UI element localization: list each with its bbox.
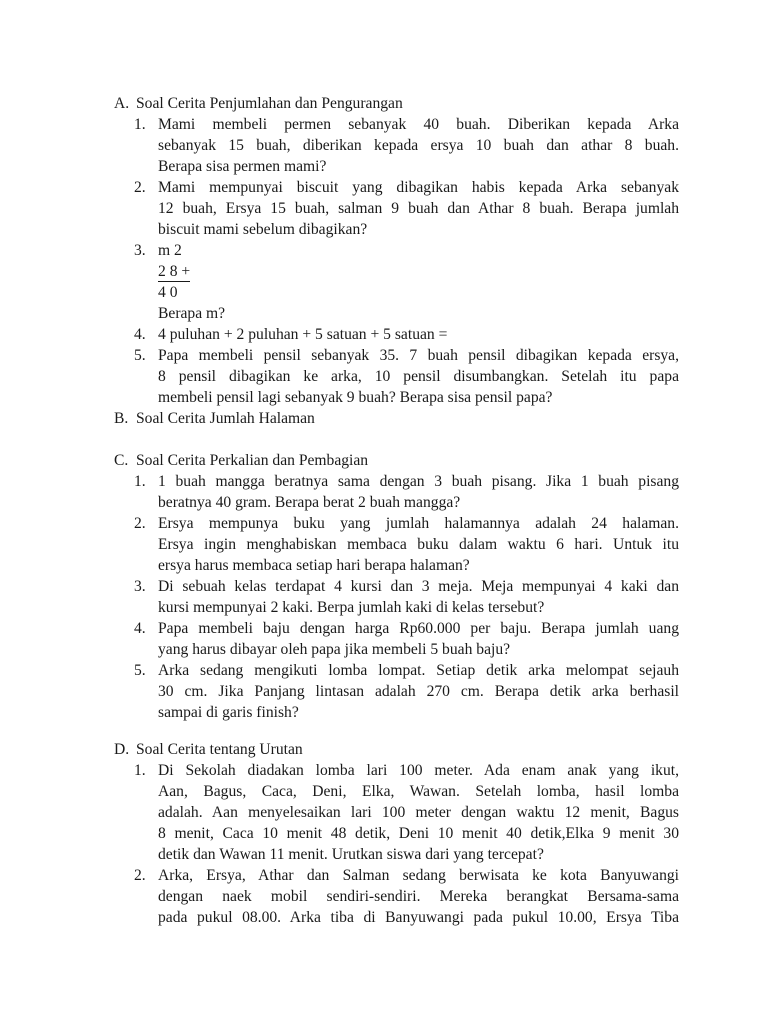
calc-line-addend bbox=[158, 261, 679, 282]
question-text bbox=[158, 865, 679, 928]
question-number: 1. bbox=[134, 116, 146, 133]
question-text bbox=[158, 576, 679, 618]
text-line: 30 cm. Jika Panjang lintasan adalah 270 cm. Berapa detik arka berhasil bbox=[158, 683, 679, 700]
section-letter: D. bbox=[114, 741, 130, 758]
text-line: Mami membeli permen sebanyak 40 buah. Diberikan kepada Arka bbox=[158, 116, 679, 133]
text-line: Di Sekolah diadakan lomba lari 100 meter. Ada enam anak yang ikut, bbox=[158, 762, 679, 779]
section-heading bbox=[114, 739, 303, 760]
question-number: 3. bbox=[134, 578, 146, 595]
text-line: Mami mempunyai biscuit yang dibagikan habis kepada Arka sebanyak bbox=[158, 179, 679, 196]
question-text bbox=[158, 618, 679, 660]
question-number: 2. bbox=[134, 179, 146, 196]
section-letter: A. bbox=[114, 95, 130, 112]
question-text bbox=[158, 760, 679, 865]
text-line: Arka sedang mengikuti lomba lompat. Setiap detik arka melompat sejauh bbox=[158, 662, 679, 679]
text-line: 8 menit, Caca 10 menit 48 detik, Deni 10 menit 40 detik,Elka 9 menit 30 bbox=[158, 825, 679, 842]
text-line: 8 pensil dibagikan ke arka, 10 pensil disumbangkan. Setelah itu papa bbox=[158, 368, 679, 385]
question-number: 5. bbox=[134, 347, 146, 364]
question-text bbox=[158, 471, 679, 513]
question-number: 2. bbox=[134, 867, 146, 884]
text-line: Berapa sisa permen mami? bbox=[158, 158, 327, 175]
calculation-block bbox=[158, 240, 679, 324]
section-letter: B. bbox=[114, 410, 129, 427]
question-number: 1. bbox=[134, 762, 146, 779]
question-text bbox=[158, 324, 679, 345]
text-line: sebanyak 15 buah, diberikan kepada ersya 10 buah dan athar 8 buah. bbox=[158, 137, 679, 154]
text-line: adalah. Aan menyelesaikan lari 100 meter dengan waktu 12 menit, Bagus bbox=[158, 804, 679, 821]
text-line: sampai di garis finish? bbox=[158, 704, 299, 721]
question-number: 2. bbox=[134, 515, 146, 532]
text-line: 1 buah mangga beratnya sama dengan 3 buah pisang. Jika 1 buah pisang bbox=[158, 473, 679, 490]
calc-line-top: m 2 bbox=[158, 242, 182, 259]
question-text bbox=[158, 513, 679, 576]
text-line: Di sebuah kelas terdapat 4 kursi dan 3 meja. Meja mempunyai 4 kaki dan bbox=[158, 578, 679, 595]
question-number: 4. bbox=[134, 326, 146, 343]
text-line: Aan, Bagus, Caca, Deni, Elka, Wawan. Setelah lomba, hasil lomba bbox=[158, 783, 679, 800]
question-number: 1. bbox=[134, 473, 146, 490]
question-text bbox=[158, 345, 679, 408]
question-text bbox=[158, 177, 679, 240]
section-title: Soal Cerita tentang Urutan bbox=[136, 741, 303, 758]
text-line: kursi mempunyai 2 kaki. Berpa jumlah kaki di kelas tersebut? bbox=[158, 599, 545, 616]
section-title: Soal Cerita Jumlah Halaman bbox=[136, 410, 315, 427]
text-line: detik dan Wawan 11 menit. Urutkan siswa dari yang tercepat? bbox=[158, 846, 544, 863]
text-line: dengan naek mobil sendiri-sendiri. Mereka berangkat Bersama-sama bbox=[158, 888, 679, 905]
question-number: 3. bbox=[134, 242, 146, 259]
section-letter: C. bbox=[114, 452, 129, 469]
question-text bbox=[158, 114, 679, 177]
section-heading bbox=[114, 408, 315, 429]
calc-line-result: 4 0 bbox=[158, 284, 178, 301]
text-line: beratnya 40 gram. Berapa berat 2 buah mangga? bbox=[158, 494, 461, 511]
text-line: Papa membeli pensil sebanyak 35. 7 buah pensil dibagikan kepada ersya, bbox=[158, 347, 679, 364]
section-heading bbox=[114, 450, 368, 471]
text-line: Ersya ingin menghabiskan membaca buku dalam waktu 6 hari. Untuk itu bbox=[158, 536, 679, 553]
text-line: Ersya mempunya buku yang jumlah halamannya adalah 24 halaman. bbox=[158, 515, 679, 532]
section-heading bbox=[114, 93, 403, 114]
section-title: Soal Cerita Penjumlahan dan Pengurangan bbox=[136, 95, 403, 112]
question-text bbox=[158, 660, 679, 723]
calc-question: Berapa m? bbox=[158, 305, 226, 322]
text-line: pada pukul 08.00. Arka tiba di Banyuwangi pada pukul 10.00, Ersya Tiba bbox=[158, 909, 679, 926]
question-number: 4. bbox=[134, 620, 146, 637]
text-line: 4 puluhan + 2 puluhan + 5 satuan + 5 satuan = bbox=[158, 326, 448, 343]
text-line: Papa membeli baju dengan harga Rp60.000 per baju. Berapa jumlah uang bbox=[158, 620, 679, 637]
text-line: yang harus dibayar oleh papa jika membeli 5 buah baju? bbox=[158, 641, 511, 658]
text-line: Arka, Ersya, Athar dan Salman sedang berwisata ke kota Banyuwangi bbox=[158, 867, 679, 884]
calc-addend-underlined: 2 8 + bbox=[158, 263, 191, 280]
text-line: 12 buah, Ersya 15 buah, salman 9 buah dan Athar 8 buah. Berapa jumlah bbox=[158, 200, 679, 217]
question-number: 5. bbox=[134, 662, 146, 679]
section-title: Soal Cerita Perkalian dan Pembagian bbox=[136, 452, 369, 469]
text-line: biscuit mami sebelum dibagikan? bbox=[158, 221, 368, 238]
text-line: ersya harus membaca setiap hari berapa halaman? bbox=[158, 557, 470, 574]
text-line: membeli pensil lagi sebanyak 9 buah? Berapa sisa pensil papa? bbox=[158, 389, 553, 406]
